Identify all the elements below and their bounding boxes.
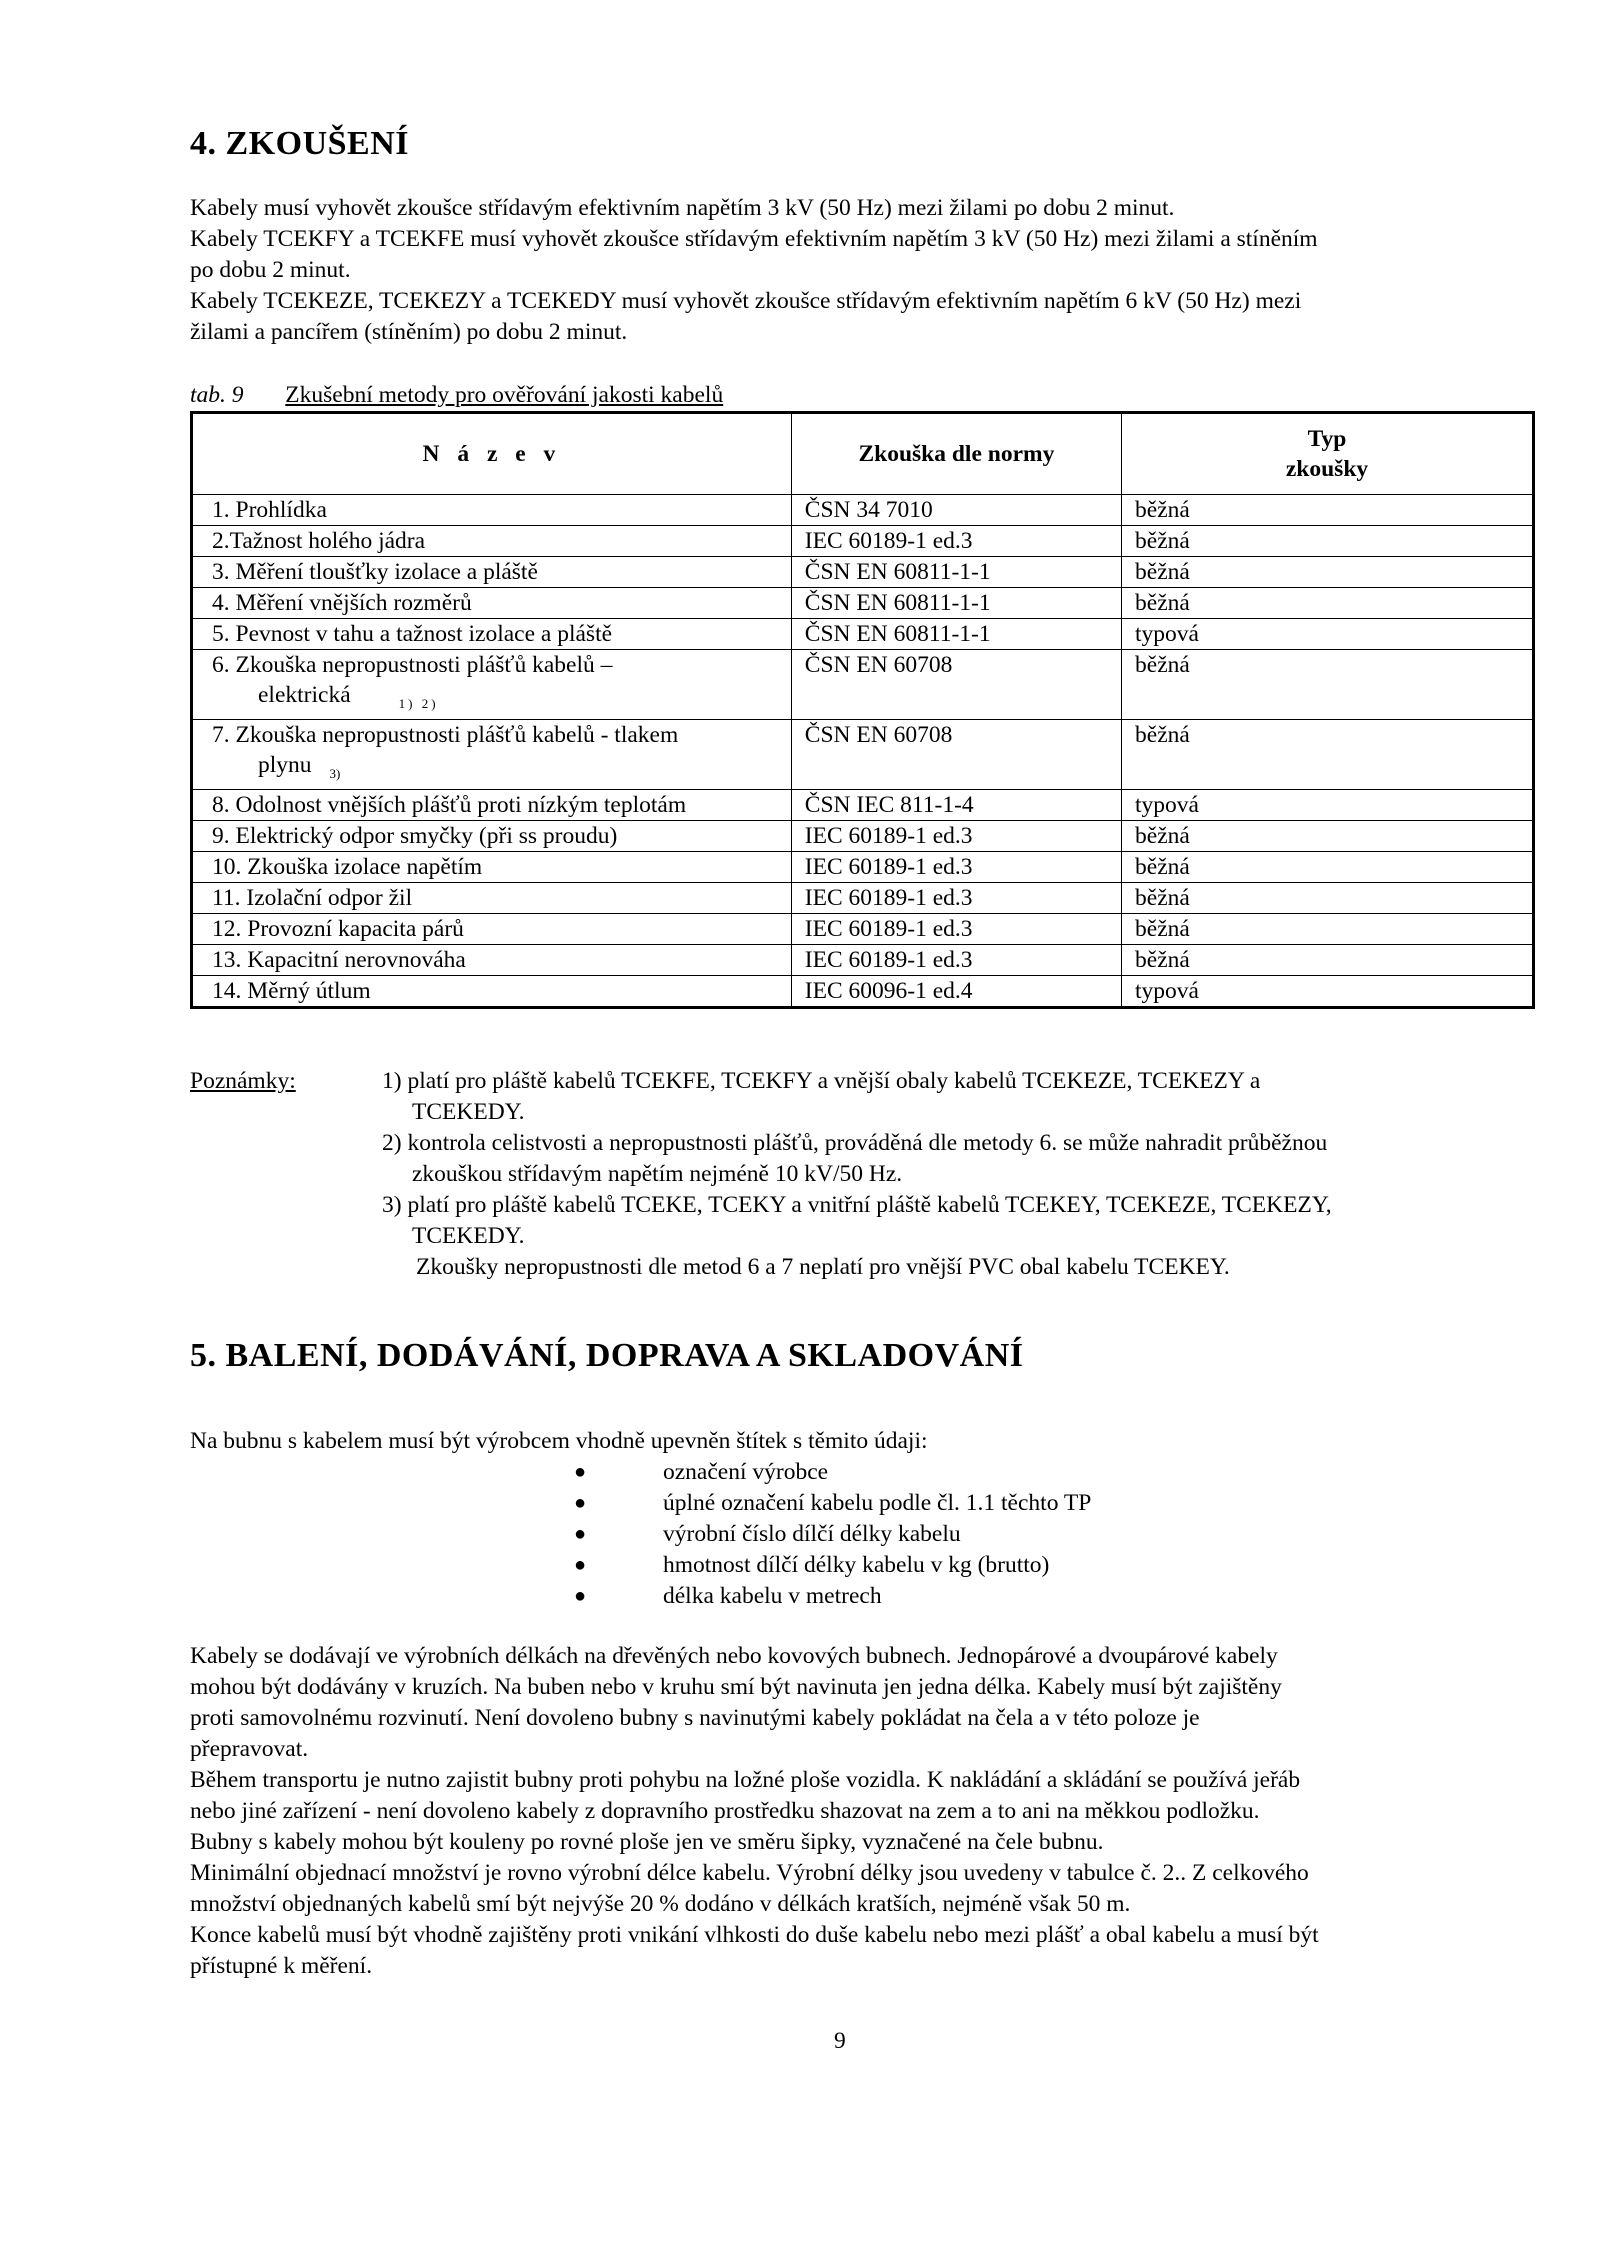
cell-name: 13. Kapacitní nerovnováha [192,945,792,976]
cell-name-continuation: elektrická [258,682,351,708]
cell-type: běžná [1122,495,1534,526]
cell-name: 14. Měrný útlum [192,976,792,1008]
cell-norm: ČSN 34 7010 [791,495,1121,526]
paragraph-line: Minimální objednací množství je rovno výrobní délce kabelu. Výrobní délky jsou uvedeny v tabulce č. 2.. Z celkového [190,1860,1309,1886]
cell-name: 8. Odolnost vnějších plášťů proti nízkým teplotám [192,790,792,821]
note-line: zkouškou střídavým napětím nejméně 10 kV/50 Hz. [412,1161,903,1187]
cell-norm: IEC 60096-1 ed.4 [791,976,1121,1008]
table-caption-label: tab. 9 [190,382,244,408]
cell-name: 9. Elektrický odpor smyčky (při ss proudu) [192,821,792,852]
table-row [192,914,1534,945]
notes-label: Poznámky: [190,1068,296,1094]
cell-norm: ČSN EN 60708 [791,650,1121,720]
paragraph-line: přístupné k měření. [190,1953,373,1979]
cell-name-line1: 6. Zkouška nepropustnosti plášťů kabelů – [212,652,613,678]
cell-type: běžná [1122,883,1534,914]
header-type-line1: Typ [1307,426,1347,452]
paragraph-line: proti samovolnému rozvinutí. Není dovoleno bubny s navinutými kabely pokládat na čela a v této poloze je [190,1705,1200,1731]
paragraph-line: žilami a pancířem (stíněním) po dobu 2 minut. [190,319,628,345]
cell-type: běžná [1122,526,1534,557]
list-item-text: výrobní číslo dílčí délky kabelu [663,1521,961,1547]
cell-type: běžná [1122,720,1534,790]
paragraph-line: Bubny s kabely mohou být kouleny po rovné ploše jen ve směru šipky, vyznačené na čele bubnu. [190,1829,1104,1855]
cell-name: 5. Pevnost v tahu a tažnost izolace a pláště [192,619,792,650]
paragraph-line: Kabely TCEKEZE, TCEKEZY a TCEKEDY musí vyhovět zkoušce střídavým efektivním napětím 6 kV (50 Hz) mezi [190,288,1302,314]
table-row [192,720,1534,790]
cell-name: 3. Měření tloušťky izolace a pláště [192,557,792,588]
cell-norm: ČSN EN 60811-1-1 [791,557,1121,588]
cell-norm: IEC 60189-1 ed.3 [791,945,1121,976]
cell-name-line2 [212,680,791,719]
cell-type: typová [1122,976,1534,1008]
cell-norm: ČSN EN 60708 [791,720,1121,790]
page-number: 9 [834,2028,846,2054]
paragraph-line: po dobu 2 minut. [190,257,351,283]
cell-norm: IEC 60189-1 ed.3 [791,914,1121,945]
paragraph-line: Konce kabelů musí být vhodně zajištěny proti vnikání vlhkosti do duše kabelu nebo mezi plášť a obal kabelu a musí být [190,1922,1319,1948]
cell-name [192,650,792,720]
paragraph-line: Kabely TCEKFY a TCEKFE musí vyhovět zkoušce střídavým efektivním napětím 3 kV (50 Hz) mezi žilami a stíněním [190,226,1318,252]
note-line: 2) kontrola celistvosti a nepropustnosti plášťů, prováděná dle metody 6. se může nahradit průběžnou [382,1130,1328,1156]
cell-norm: ČSN EN 60811-1-1 [791,619,1121,650]
paragraph-line: přepravovat. [190,1736,309,1762]
paragraph-line: nebo jiné zařízení - není dovoleno kabely z dopravního prostředku shazovat na zem a to ani na měkkou podložku. [190,1798,1260,1824]
cell-type: běžná [1122,852,1534,883]
note-line: TCEKEDY. [412,1223,525,1249]
label-items-list [574,1457,1274,1617]
cell-type: běžná [1122,557,1534,588]
table-row [192,945,1534,976]
cell-name: 4. Měření vnějších rozměrů [192,588,792,619]
table-row [192,821,1534,852]
header-type [1122,413,1534,495]
header-type-line2: zkoušky [1285,456,1369,482]
list-item-text: hmotnost dílčí délky kabelu v kg (brutto) [663,1552,1050,1578]
paragraph-line: mohou být dodávány v kruzích. Na buben nebo v kruhu smí být navinuta jen jedna délka. Kabely musí být zajištěny [190,1674,1282,1700]
paragraph-line: Kabely se dodávají ve výrobních délkách na dřevěných nebo kovových bubnech. Jednopárové a dvoupárové kabely [190,1643,1278,1669]
table-row [192,526,1534,557]
cell-name-line1: 7. Zkouška nepropustnosti plášťů kabelů - tlakem [212,722,679,748]
table-row [192,619,1534,650]
note-line: Zkoušky nepropustnosti dle metod 6 a 7 neplatí pro vnější PVC obal kabelu TCEKEY. [416,1254,1230,1280]
cell-type: běžná [1122,588,1534,619]
section-5-heading: 5. BALENÍ, DODÁVÁNÍ, DOPRAVA A SKLADOVÁNÍ [190,1337,1024,1374]
cell-note-ref: 1) 2) [398,696,439,711]
bullet-icon: ● [574,1585,587,1607]
bullet-icon: ● [574,1554,587,1576]
section-5-intro: Na bubnu s kabelem musí být výrobcem vhodně upevněn štítek s těmito údaji: [190,1428,928,1454]
paragraph-line: množství objednaných kabelů smí být nejvýše 20 % dodáno v délkách kratších, nejméně však 50 m. [190,1891,1131,1917]
cell-norm: IEC 60189-1 ed.3 [791,526,1121,557]
cell-name-continuation: plynu [258,752,312,778]
cell-name: 11. Izolační odpor žil [192,883,792,914]
note-line: TCEKEDY. [412,1099,525,1125]
table-row [192,588,1534,619]
table-caption [190,382,723,409]
paragraph-line: Kabely musí vyhovět zkoušce střídavým efektivním napětím 3 kV (50 Hz) mezi žilami po dobu 2 minut. [190,195,1175,221]
table-row [192,790,1534,821]
cell-norm: ČSN IEC 811-1-4 [791,790,1121,821]
table-row [192,557,1534,588]
cell-name [192,720,792,790]
cell-type: typová [1122,790,1534,821]
table-row [192,976,1534,1008]
table-caption-text: Zkušební metody pro ověřování jakosti kabelů [285,382,724,408]
cell-norm: IEC 60189-1 ed.3 [791,852,1121,883]
paragraph-line: Během transportu je nutno zajistit bubny proti pohybu na ložné ploše vozidla. K nakládání a skládání se používá jeřáb [190,1767,1301,1793]
cell-note-ref: 3) [329,766,341,781]
test-methods-table [190,411,1535,1009]
cell-name: 12. Provozní kapacita párů [192,914,792,945]
cell-norm: ČSN EN 60811-1-1 [791,588,1121,619]
section-4-heading: 4. ZKOUŠENÍ [190,125,409,162]
cell-name-line2 [212,750,791,789]
cell-name: 1. Prohlídka [192,495,792,526]
list-item-text: označení výrobce [663,1459,829,1485]
cell-type: běžná [1122,914,1534,945]
table-row [192,650,1534,720]
section-5-paragraph [190,1641,1319,1982]
cell-type: běžná [1122,945,1534,976]
table-header-row [192,413,1534,495]
table-row [192,495,1534,526]
cell-type: běžná [1122,650,1534,720]
cell-name: 10. Zkouška izolace napětím [192,852,792,883]
cell-norm: IEC 60189-1 ed.3 [791,883,1121,914]
section-4-paragraph [190,193,1318,348]
notes-list [382,1066,1332,1283]
header-name: N á z e v [192,413,792,495]
list-item-text: úplné označení kabelu podle čl. 1.1 těchto TP [663,1490,1092,1516]
cell-name: 2.Tažnost holého jádra [192,526,792,557]
cell-norm: IEC 60189-1 ed.3 [791,821,1121,852]
table-row [192,852,1534,883]
cell-type: typová [1122,619,1534,650]
bullet-icon: ● [574,1492,587,1514]
table-row [192,883,1534,914]
cell-type: běžná [1122,821,1534,852]
header-norm: Zkouška dle normy [791,413,1121,495]
note-line: 3) platí pro pláště kabelů TCEKE, TCEKY a vnitřní pláště kabelů TCEKEY, TCEKEZE, TCEKEZY, [382,1192,1332,1218]
bullet-icon: ● [574,1461,587,1483]
bullet-icon: ● [574,1523,587,1545]
note-line: 1) platí pro pláště kabelů TCEKFE, TCEKFY a vnější obaly kabelů TCEKEZE, TCEKEZY a [382,1068,1261,1094]
list-item-text: délka kabelu v metrech [663,1583,882,1609]
